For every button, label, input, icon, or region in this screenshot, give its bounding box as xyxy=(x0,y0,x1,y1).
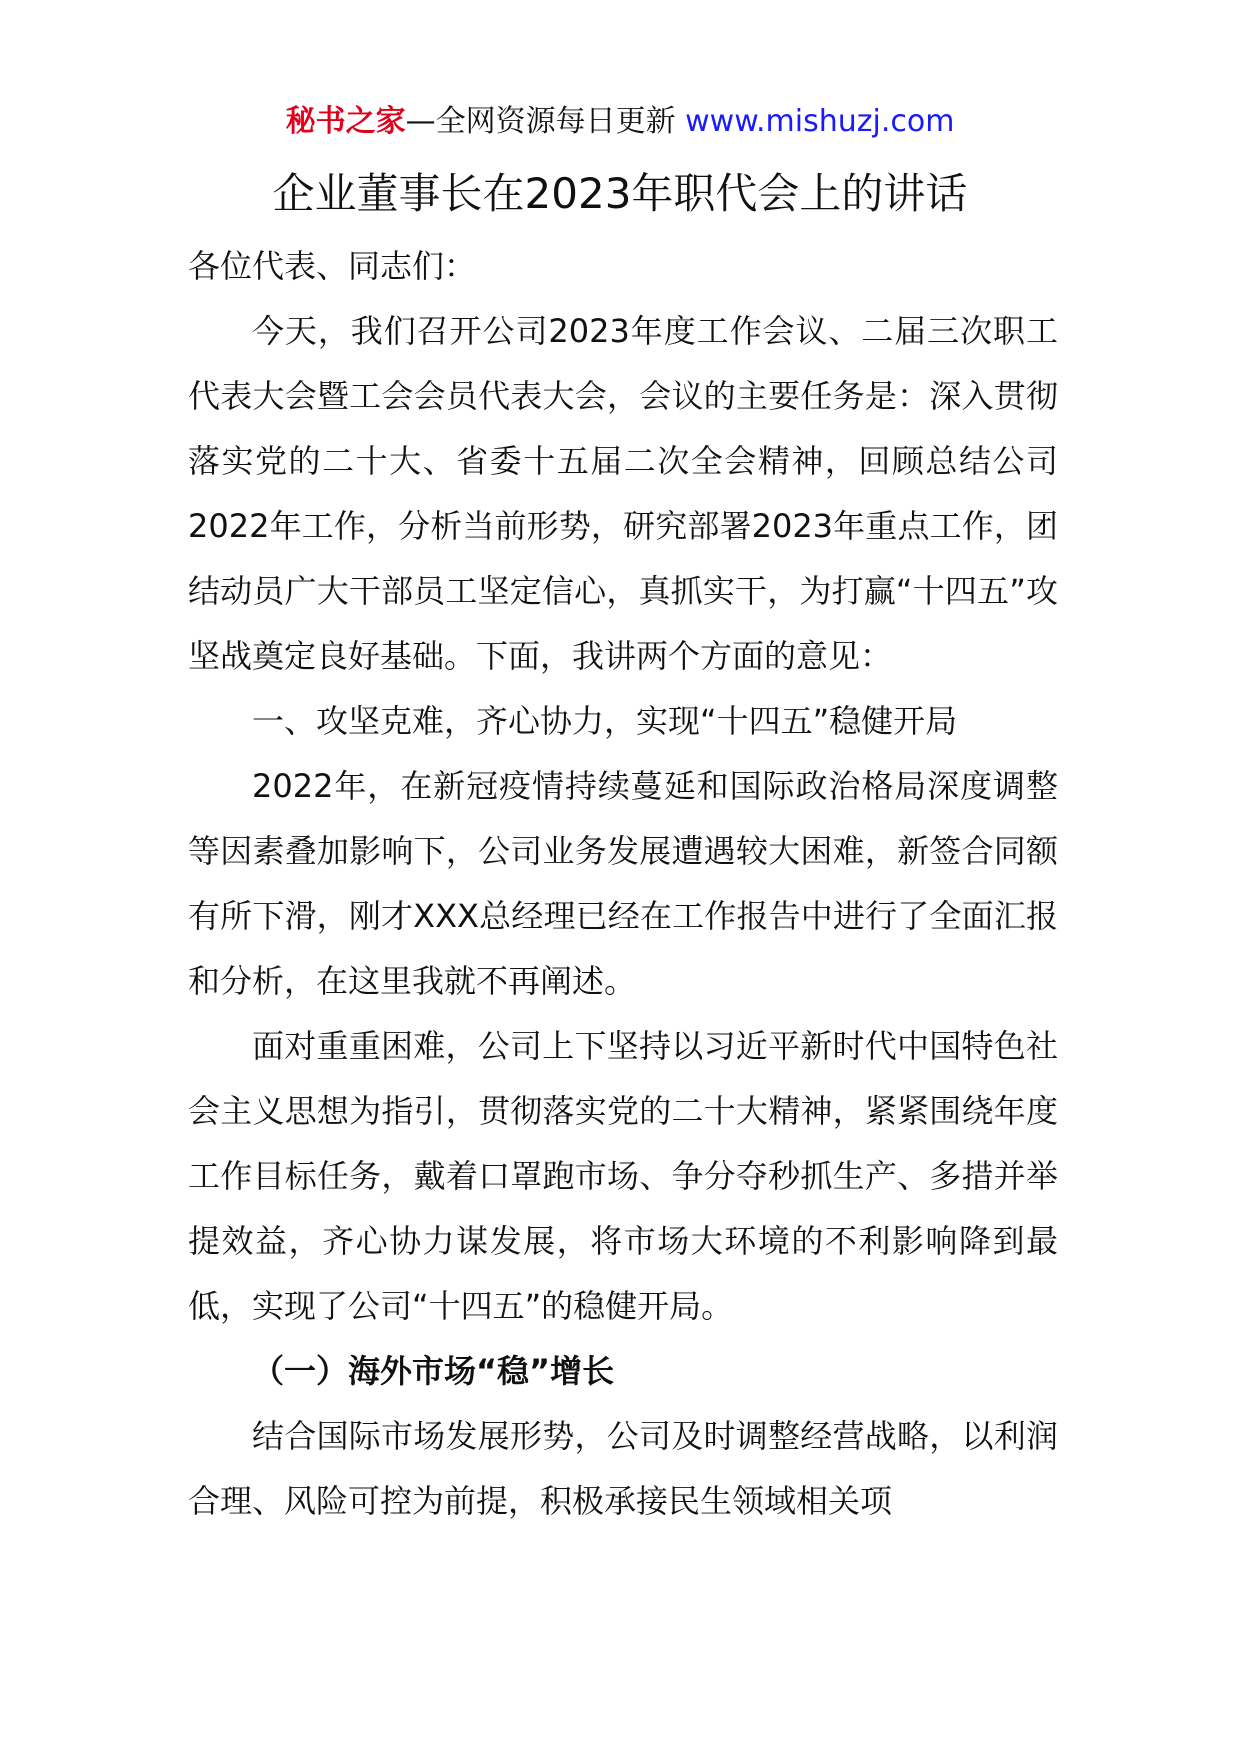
section-heading: 一、攻坚克难，齐心协力，实现“十四五”稳健开局 xyxy=(252,702,958,740)
site-banner xyxy=(0,100,1240,144)
document-body xyxy=(188,234,1058,1534)
banner-tagline: —全网资源每日更新 xyxy=(405,104,676,139)
paragraph-difficulties: 面对重重困难，公司上下坚持以习近平新时代中国特色社会主义思想为指引，贯彻落实党的二十大精神，紧紧围绕年度工作目标任务，戴着口罩跑市场、争分夺秒抓生产、多措并举提效益，齐心协力谋发展，将市场大环境的不利影响降到最低，实现了公司“十四五”的稳健开局。 xyxy=(188,1027,1058,1325)
site-url-link[interactable]: www.mishuzj.com xyxy=(685,104,955,139)
salutation: 各位代表、同志们： xyxy=(188,247,477,285)
paragraph-intro: 今天，我们召开公司2023年度工作会议、二届三次职工代表大会暨工会会员代表大会，会议的主要任务是：深入贯彻落实党的二十大、省委十五届二次全会精神，回顾总结公司2022年工作，分析当前形势，研究部署2023年重点工作，团结动员广大干部员工坚定信心，真抓实干，为打赢“十四五”攻坚战奠定良好基础。下面，我讲两个方面的意见： xyxy=(188,312,1058,675)
paragraph-2022: 2022年，在新冠疫情持续蔓延和国际政治格局深度调整等因素叠加影响下，公司业务发展遭遇较大困难，新签合同额有所下滑，刚才XXX总经理已经在工作报告中进行了全面汇报和分析，在这里我就不再阐述。 xyxy=(188,767,1058,1000)
paragraph-overseas: 结合国际市场发展形势，公司及时调整经营战略，以利润合理、风险可控为前提，积极承接民生领域相关项 xyxy=(188,1417,1058,1520)
subsection-heading: （一）海外市场“稳”增长 xyxy=(252,1352,615,1390)
document-title: 企业董事长在2023年职代会上的讲话 xyxy=(272,169,968,218)
brand-name: 秘书之家 xyxy=(285,104,406,139)
